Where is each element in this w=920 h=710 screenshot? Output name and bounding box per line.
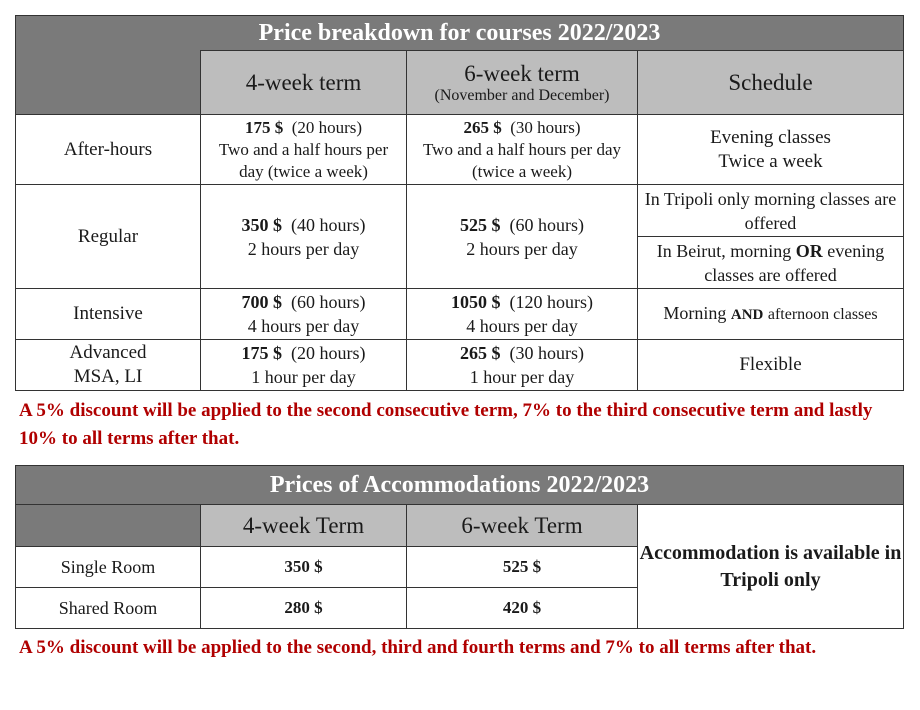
accommodations-table-title: Prices of Accommodations 2022/2023 [16,466,904,505]
courses-table-title: Price breakdown for courses 2022/2023 [16,16,904,51]
after-hours-4-week-price: 175 $ (20 hours) Two and a half hours per day (twice a week) [201,115,407,185]
advanced-6-week-price: 265 $ (30 hours) 1 hour per day [407,340,638,391]
regular-schedule-tripoli: In Tripoli only morning classes are offered [638,185,904,237]
advanced-schedule: Flexible [638,340,904,391]
row-label-intensive: Intensive [16,289,201,340]
row-label-single-room: Single Room [16,547,201,588]
courses-discount-note: A 5% discount will be applied to the second consecutive term, 7% to the third consecutive term and lastly 10% to all terms after that. [19,400,873,449]
row-label-after-hours: After-hours [16,115,201,185]
single-room-4-week-price: 350 $ [201,547,407,588]
shared-room-6-week-price: 420 $ [407,588,638,629]
header-blank-cell [16,51,201,115]
header-4-week-term: 4-week term [201,51,407,115]
advanced-4-week-price: 175 $ (20 hours) 1 hour per day [201,340,407,391]
intensive-4-week-price: 700 $ (60 hours) 4 hours per day [201,289,407,340]
after-hours-schedule: Evening classes Twice a week [638,115,904,185]
acc-header-blank-cell [16,505,201,547]
single-room-6-week-price: 525 $ [407,547,638,588]
intensive-schedule: Morning AND afternoon classes [638,289,904,340]
shared-room-4-week-price: 280 $ [201,588,407,629]
courses-price-table [15,15,904,391]
regular-schedule-beirut: In Beirut, morning OR evening classes are offered [638,237,904,289]
after-hours-6-week-price: 265 $ (30 hours) Two and a half hours per day (twice a week) [407,115,638,185]
accommodation-availability-note: Accommodation is available in Tripoli only [638,505,904,629]
regular-6-week-price: 525 $ (60 hours) 2 hours per day [407,185,638,289]
header-schedule: Schedule [638,51,904,115]
header-6-week-term: 6-week term (November and December) [407,51,638,115]
acc-header-4-week-term: 4-week Term [201,505,407,547]
row-label-regular: Regular [16,185,201,289]
row-label-advanced: Advanced MSA, LI [16,340,201,391]
acc-header-6-week-term: 6-week Term [407,505,638,547]
intensive-6-week-price: 1050 $ (120 hours) 4 hours per day [407,289,638,340]
accommodations-discount-note: A 5% discount will be applied to the second, third and fourth terms and 7% to all terms after that. [19,637,817,658]
row-label-shared-room: Shared Room [16,588,201,629]
accommodations-price-table [15,465,904,629]
regular-4-week-price: 350 $ (40 hours) 2 hours per day [201,185,407,289]
header-6-week-subtitle: (November and December) [434,86,610,104]
